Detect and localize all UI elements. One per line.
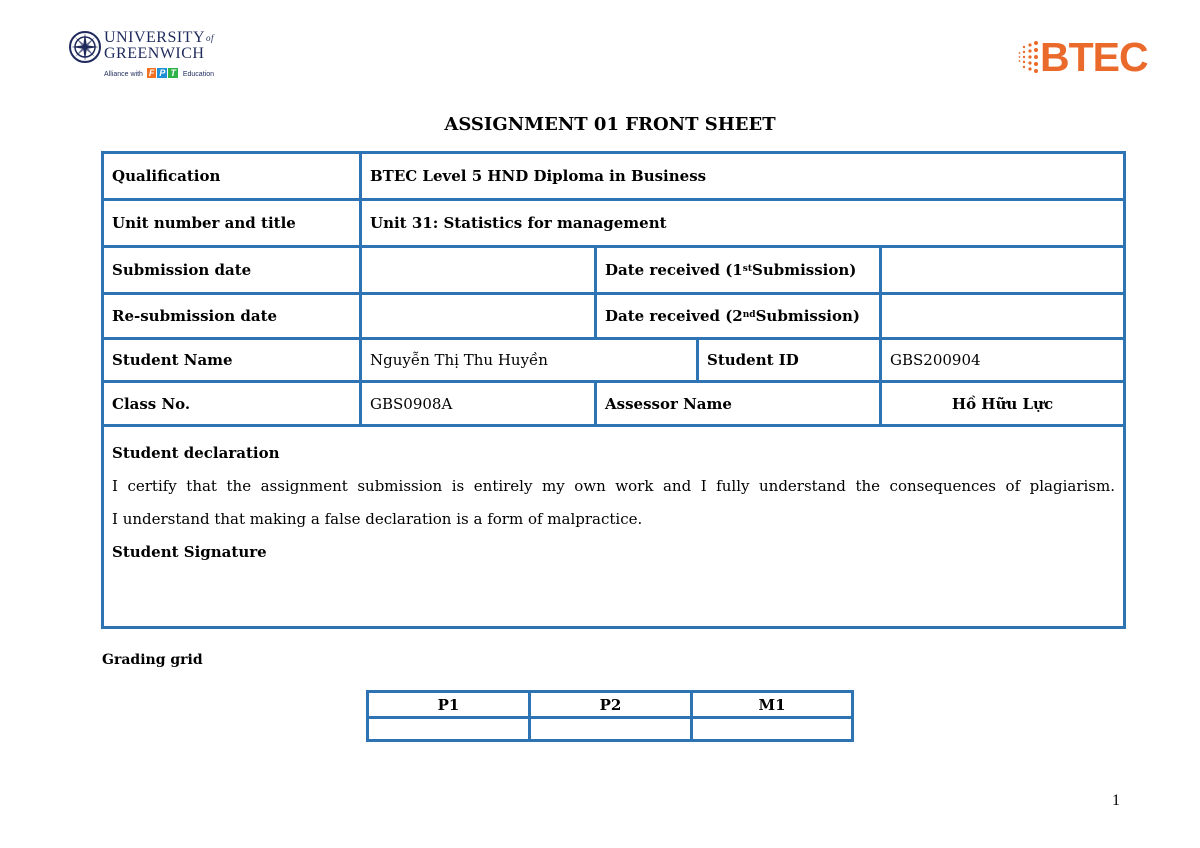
alliance-prefix: Alliance with bbox=[104, 71, 143, 78]
document-title: ASSIGNMENT 01 FRONT SHEET bbox=[444, 114, 776, 135]
grade-value-p1 bbox=[366, 716, 531, 742]
btec-wordmark: BTEC bbox=[1040, 34, 1148, 80]
resubmission-date-label: Re-submission date bbox=[101, 292, 362, 340]
university-of: of bbox=[206, 33, 215, 43]
resubmission-date-value bbox=[359, 292, 597, 340]
grading-grid-table bbox=[366, 690, 854, 742]
grade-header-p2: P2 bbox=[528, 690, 693, 719]
front-sheet-table bbox=[101, 151, 1126, 629]
qualification-label: Qualification bbox=[101, 151, 362, 201]
student-name-label: Student Name bbox=[101, 337, 362, 383]
class-no-value: GBS0908A bbox=[359, 380, 597, 427]
grade-header-m1: M1 bbox=[690, 690, 854, 719]
declaration-line-1: I certify that the assignment submission is entirely my own work and I fully understand the consequences of plagiarism. bbox=[112, 477, 1115, 495]
qualification-value: BTEC Level 5 HND Diploma in Business bbox=[359, 151, 1126, 201]
student-id-value: GBS200904 bbox=[879, 337, 1126, 383]
assessor-name-value: Hồ Hữu Lực bbox=[879, 380, 1126, 427]
unit-label: Unit number and title bbox=[101, 198, 362, 248]
page-number: 1 bbox=[1112, 792, 1120, 809]
student-id-label: Student ID bbox=[696, 337, 882, 383]
date-received-1-value bbox=[879, 245, 1126, 295]
grade-value-m1 bbox=[690, 716, 854, 742]
date-received-1-label: Date received (1 $^{st}$ Submission) bbox=[594, 245, 882, 295]
grade-header-p1: P1 bbox=[366, 690, 531, 719]
grading-grid-label: Grading grid bbox=[102, 652, 203, 668]
submission-date-label: Submission date bbox=[101, 245, 362, 295]
btec-dots-icon bbox=[1018, 38, 1040, 78]
fpt-logo: F P T bbox=[148, 68, 176, 78]
student-name-value: Nguyễn Thị Thu Huyền bbox=[359, 337, 699, 383]
university-of-greenwich-logo bbox=[68, 30, 228, 82]
submission-date-value bbox=[359, 245, 597, 295]
university-name-line1: UNIVERSITY bbox=[104, 29, 205, 46]
unit-value: Unit 31: Statistics for management bbox=[359, 198, 1126, 248]
date-received-2-label: Date received (2 $^{nd}$ Submission) bbox=[594, 292, 882, 340]
btec-logo bbox=[1018, 34, 1148, 80]
compass-emblem-icon bbox=[68, 30, 102, 64]
declaration-line-2: I understand that making a false declaration is a form of malpractice. bbox=[112, 510, 643, 528]
grade-value-p2 bbox=[528, 716, 693, 742]
alliance-line bbox=[104, 68, 214, 78]
signature-label: Student Signature bbox=[112, 543, 267, 561]
alliance-suffix: Education bbox=[182, 71, 214, 78]
student-declaration-box bbox=[101, 424, 1126, 629]
class-no-label: Class No. bbox=[101, 380, 362, 427]
assessor-name-label: Assessor Name bbox=[594, 380, 882, 427]
date-received-2-value bbox=[879, 292, 1126, 340]
university-name-line2: GREENWICH bbox=[104, 45, 205, 62]
declaration-heading: Student declaration bbox=[112, 444, 280, 462]
